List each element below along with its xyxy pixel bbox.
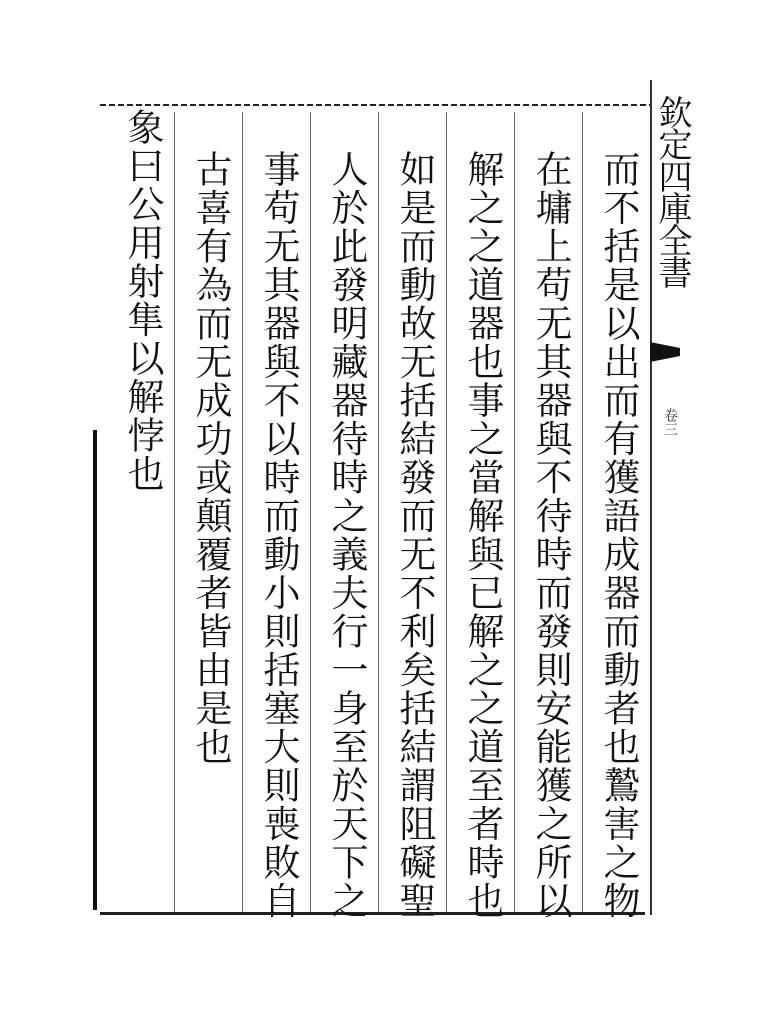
text-column-5: 人於此發明藏器待時之義夫行一身至於天下之 xyxy=(325,150,368,920)
text-column-2: 在墉上苟无其器與不待時而發則安能獲之所以 xyxy=(529,150,572,920)
column-rule xyxy=(582,112,583,912)
left-border-line xyxy=(93,430,97,910)
top-border-line xyxy=(100,104,652,106)
column-rule xyxy=(242,112,243,912)
text-column-7: 古喜有為而无成功或顛覆者皆由是也 xyxy=(189,150,232,766)
fish-tail-mark xyxy=(650,342,680,362)
column-rule xyxy=(378,112,379,912)
text-column-1: 而不括是以出而有獲語成器而動者也鷙害之物 xyxy=(597,150,640,920)
text-column-8: 象曰公用射隼以解悖也 xyxy=(121,108,164,493)
column-rule xyxy=(310,112,311,912)
column-rule xyxy=(174,112,175,912)
column-rule xyxy=(446,112,447,912)
column-rule xyxy=(514,112,515,912)
text-column-4: 如是而動故无括結發而无不利矣括結謂阻礙聖 xyxy=(393,150,436,920)
book-title-margin: 欽定四庫全書 xyxy=(652,95,692,287)
text-column-6: 事苟无其器與不以時而動小則括塞大則喪敗自 xyxy=(257,150,300,920)
volume-number: 卷三 xyxy=(662,408,678,436)
text-column-3: 解之之道器也事之當解與已解之之道至者時也 xyxy=(461,150,504,920)
